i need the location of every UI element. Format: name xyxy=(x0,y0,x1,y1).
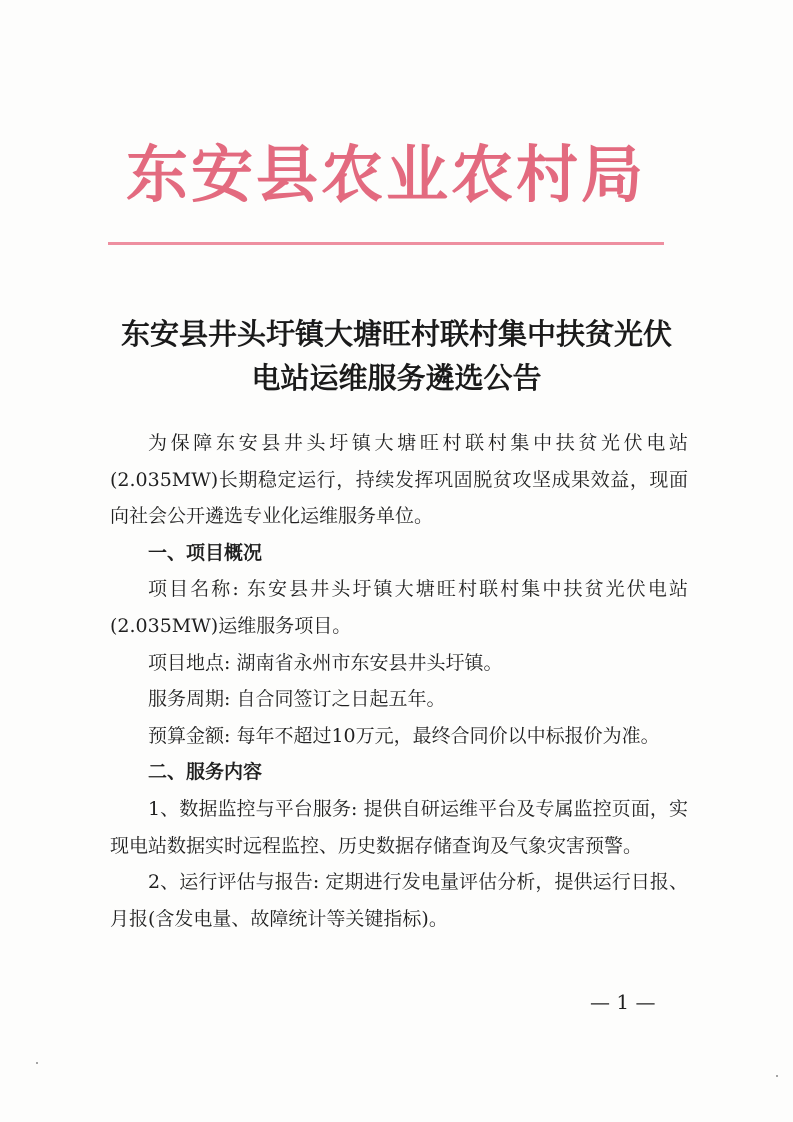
scan-speck xyxy=(776,1075,778,1077)
service-item-1: 1、数据监控与平台服务: 提供自研运维平台及专属监控页面，实现电站数据实时远程监控、历史数据存储查询及气象灾害预警。 xyxy=(110,797,688,857)
budget-line: 预算金额: 每年不超过10万元，最终合同价以中标报价为准。 xyxy=(148,724,660,747)
section-heading-overview: 一、项目概况 xyxy=(148,541,263,564)
page-number: — 1 — xyxy=(590,990,656,1014)
header-rule xyxy=(108,242,664,245)
project-name-line: 项目名称: 东安县井头圩镇大塘旺村联村集中扶贫光伏电站(2.035MW)运维服务项目。 xyxy=(110,578,688,637)
section-heading-service: 二、服务内容 xyxy=(148,761,263,784)
intro-paragraph: 为保障东安县井头圩镇大塘旺村联村集中扶贫光伏电站(2.035MW)长期稳定运行，持续发挥巩固脱贫攻坚成果效益，现面向社会公开遴选专业化运维服务单位。 xyxy=(110,432,688,528)
project-location-line: 项目地点: 湖南省永州市东安县井头圩镇。 xyxy=(148,651,503,674)
title-line-2: 电站运维服务遴选公告 xyxy=(251,361,542,395)
service-item-2: 2、运行评估与报告: 定期进行发电量评估分析，提供运行日报、月报(含发电量、故障统计等关键指标)。 xyxy=(110,871,688,930)
document-body xyxy=(110,425,688,937)
issuer-header: 东安县农业农村局 xyxy=(125,138,646,211)
document-title xyxy=(80,312,713,400)
scan-speck xyxy=(36,1062,38,1064)
service-period-line: 服务周期: 自合同签订之日起五年。 xyxy=(148,688,446,711)
title-line-1: 东安县井头圩镇大塘旺村联村集中扶贫光伏 xyxy=(120,317,672,351)
